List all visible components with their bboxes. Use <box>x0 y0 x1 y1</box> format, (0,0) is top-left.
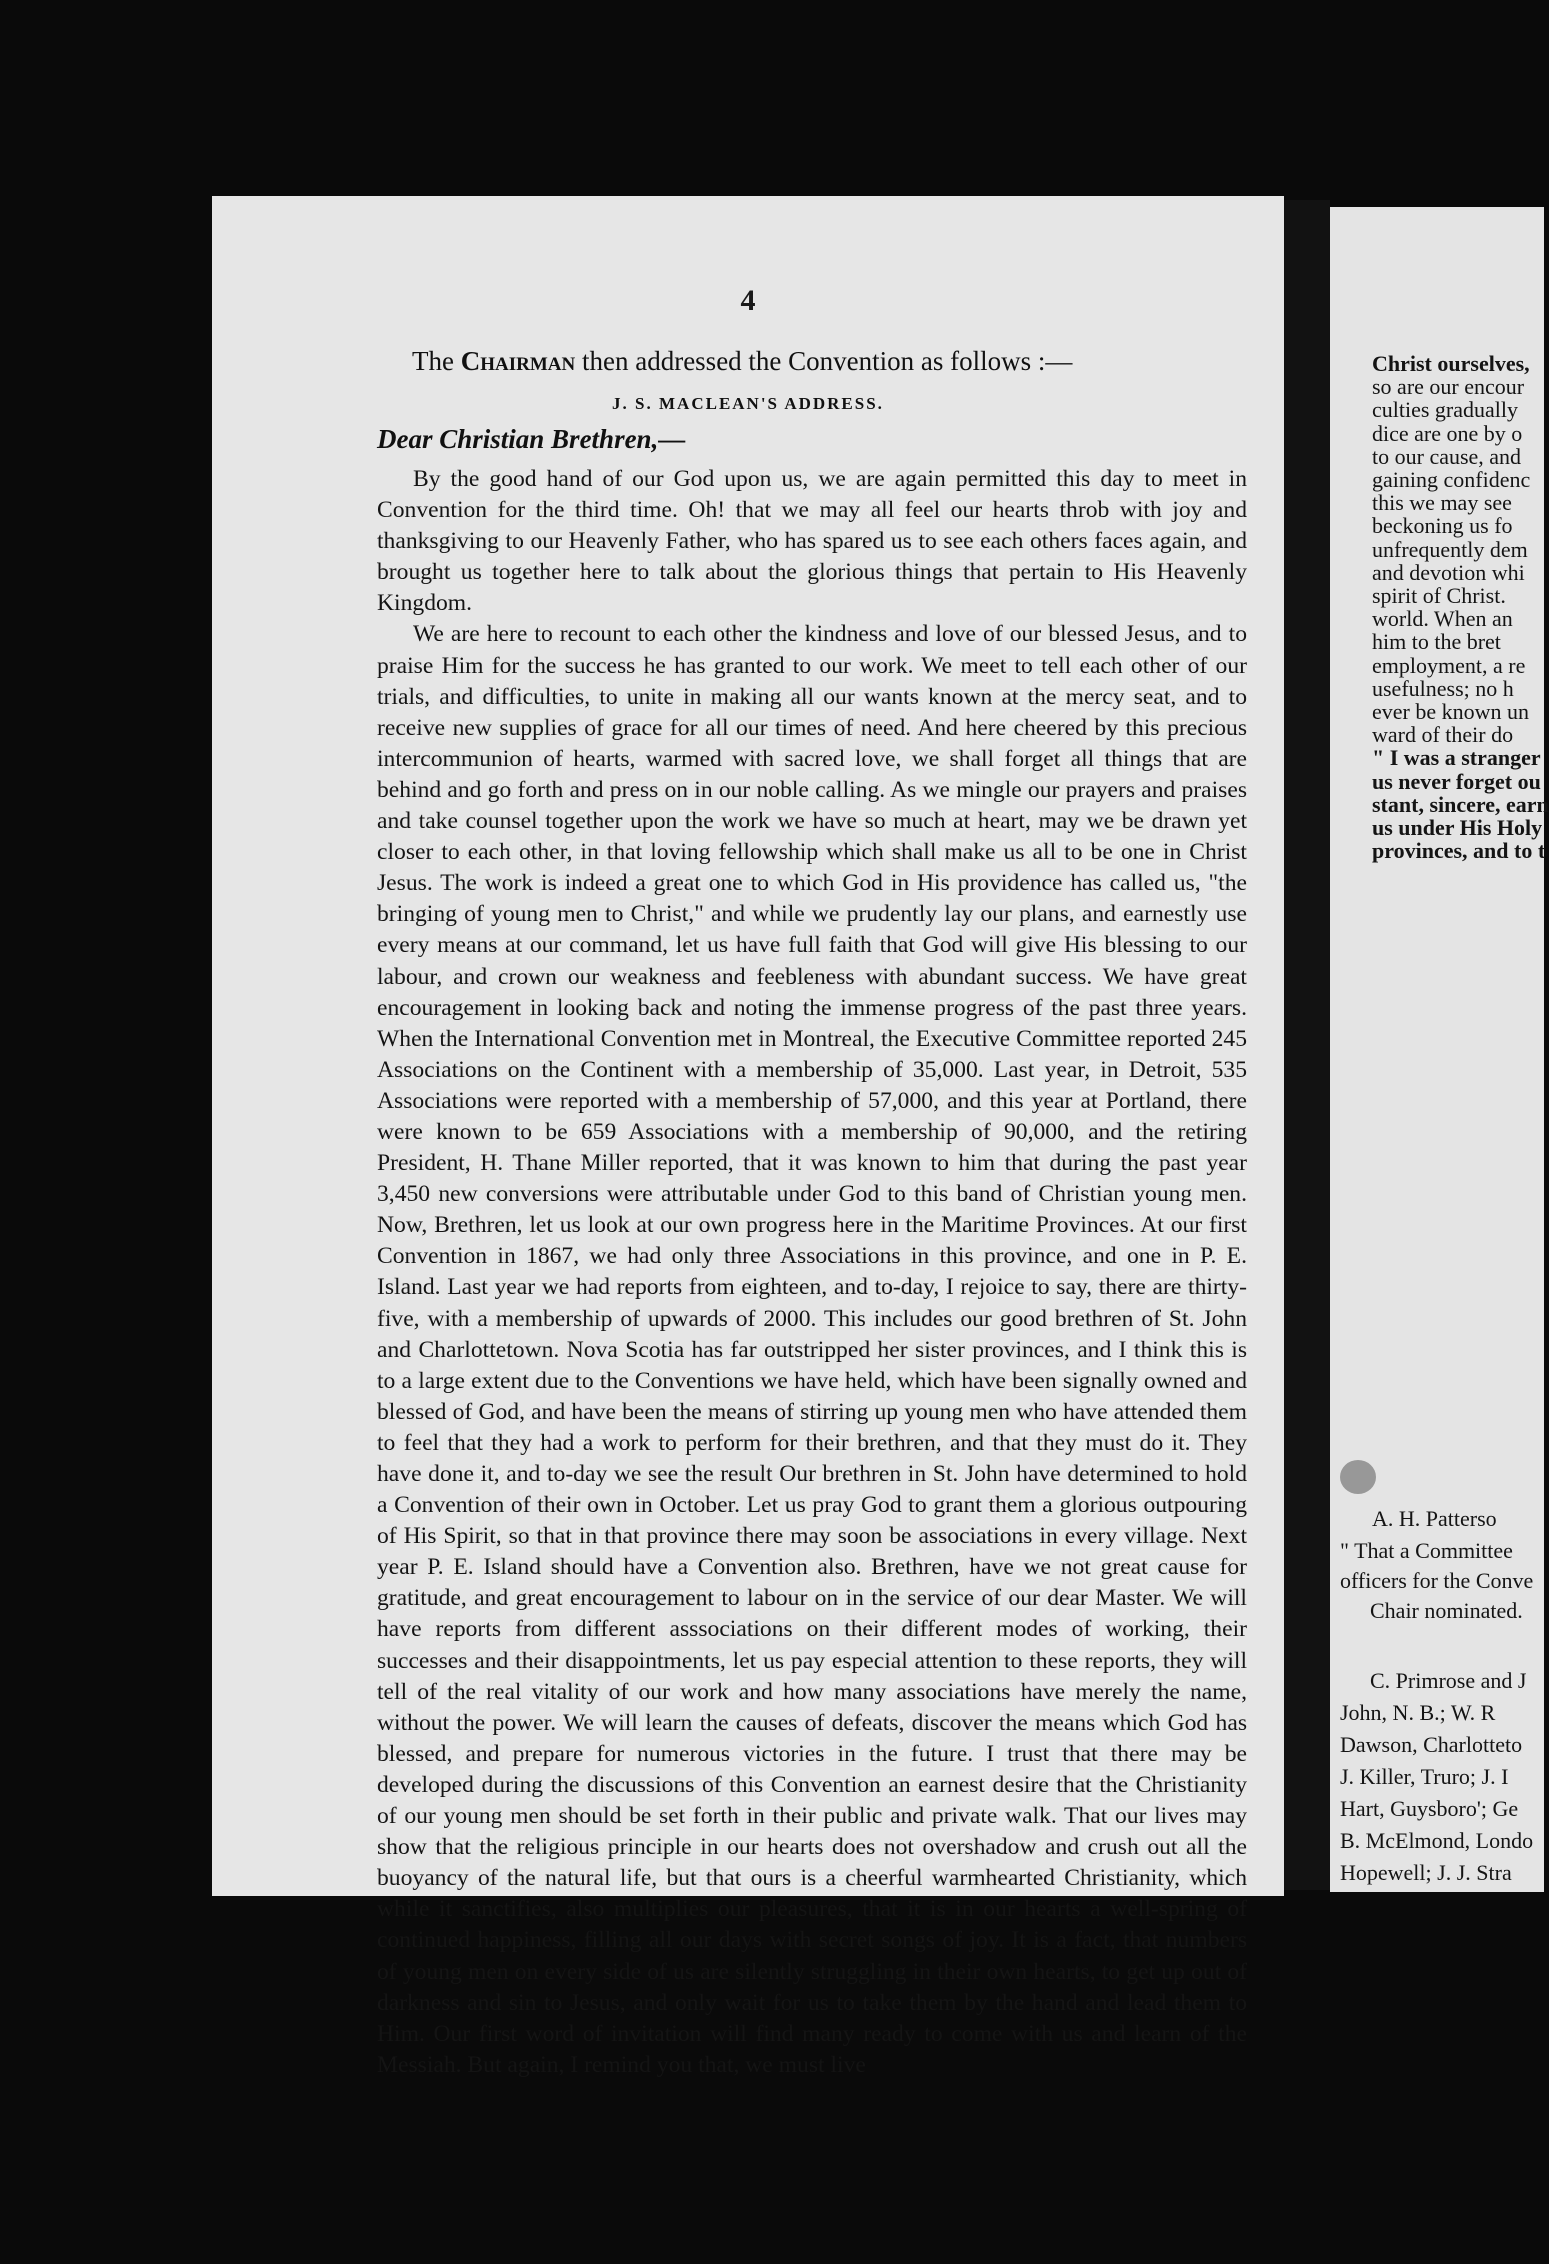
salutation: Dear Christian Brethren,— <box>377 424 686 454</box>
right-page-line: and devotion whi <box>1372 559 1525 585</box>
right-page-line: to our cause, and <box>1372 443 1522 469</box>
right-page-line: ward of their do <box>1372 722 1514 748</box>
ink-smudge <box>1340 1460 1376 1494</box>
address-body <box>377 464 1247 2081</box>
right-page-lower-line: Hopewell; J. J. Stra <box>1340 1860 1512 1885</box>
right-page-line: us never forget ou <box>1372 768 1541 794</box>
paragraph-1: By the good hand of our God upon us, we are again permitted this day to meet in Convention for the third time. Oh! that we may all feel our hearts throb with joy and thanksgiving to our Heavenly Father, who has spared us to see each others faces again, and brought us together here to talk about the glorious things that pertain to His Heavenly Kingdom. <box>377 466 1247 617</box>
right-page-lower-line: Hart, Guysboro'; Ge <box>1340 1796 1519 1821</box>
right-page <box>1330 207 1549 1892</box>
right-page-text <box>1330 207 1549 1892</box>
right-page-lower-line: B. McElmond, Londo <box>1340 1828 1534 1853</box>
address-heading: J. S. MACLEAN'S ADDRESS. <box>612 394 884 413</box>
intro-prefix: The <box>412 346 454 376</box>
right-page-line: provinces, and to t <box>1372 838 1546 864</box>
right-page-line: culties gradually <box>1372 397 1519 423</box>
left-page <box>212 196 1284 2078</box>
right-page-line: us under His Holy <box>1372 815 1543 840</box>
right-page-line: Christ ourselves, <box>1372 351 1530 376</box>
paragraph-2: We are here to recount to each other the kindness and love of our blessed Jesus, and to praise Him for the success he has granted to our work. We meet to tell each other of our trials, and difficulties, to unite in making all our wants known at the mercy seat, and to receive new supplies of grace for all our times of need. And here cheered by this precious intercommunion of hearts, warmed with sacred love, we shall forget all things that are behind and go forth and press on in our noble calling. As we mingle our prayers and praises and take counsel together upon the work we have so much at heart, may we be drawn yet closer to each other, in that loving fellowship which shall make us all to be one in Christ Jesus. The work is indeed a great one to which God in His providence has called us, "the bringing of young men to Christ," and while we prudently lay our plans, and earnestly use every means at our command, let us have full faith that God will give His blessing to our labour, and crown our weakness and feebleness with abundant success. We have great encouragement in looking back and noting the immense progress of the past three years. When the International Convention met in Montreal, the Executive Committee reported 245 Associations on the Continent with a membership of 35,000. Last year, in Detroit, 535 Associations were reported with a membership of 57,000, and this year at Portland, there were known to be 659 Associations with a membership of 90,000, and the retiring President, H. Thane Miller reported, that it was known to him that during the past year 3,450 new conversions were attributable under God to this band of Christian young men. Now, Brethren, let us look at our own progress here in the Maritime Provinces. At our first Convention in 1867, we had only three Associations in this province, and one in P. E. Island. Last year we had reports from eighteen, and to-day, I rejoice to say, there are thirty-five, with a membership of upwards of 2000. This includes our good brethren of St. John and Charlottetown. Nova Scotia has far outstripped her sister provinces, and I think this is to a large extent due to the Conventions we have held, which have been signally owned and blessed of God, and have been the means of stirring up young men who have attended them to feel that they had a work to perform for their brethren, and that they must do it. They have done it, and to-day we see the result Our brethren in St. John have determined to hold a Convention of their own in October. Let us pray God to grant them a glorious outpouring of His Spirit, so that in that province there may soon be associations in every village. Next year P. E. Island should have a Convention also. Brethren, have we not great cause for gratitude, and great encouragement to labour on in the service of our dear Master. We will have reports from different asssociations on their different modes of working, their successes and their disappointments, let us pay especial attention to these reports, they will tell of the real vitality of our work and how many associations have merely the name, without the power. We will learn the causes of defeats, discover the means which God has blessed, and prepare for numerous victories in the future. I trust that there may be developed during the discussions of this Convention an earnest desire that the Christianity of our young men should be set forth in their public and private walk. That our lives may show that the religious principle in our hearts does not overshadow and crush out all the buoyancy of the natural life, but that ours is a cheerful warmhearted Christianity, which while it sanctifies, also multiplies our pleasures, that it is in our hearts a well-spring of continued happiness, filling all our days with secret songs of joy. It is a fact, that numbers of young men on every side of us are silently struggling in their own hearts, to get up out of darkness and sin to Jesus, and only wait for us to take them by the hand and lead them to Him. Our first word of invitation will find many ready to come with us and learn of the Messiah. But again, I remind you that, we must live <box>377 621 1247 2078</box>
intro-suffix: then addressed the Convention as follows :— <box>581 346 1073 376</box>
right-page-lower-line: J. Killer, Truro; J. I <box>1340 1764 1509 1789</box>
right-page-lower-line: " That a Committee <box>1340 1538 1513 1563</box>
right-page-line: so are our encour <box>1372 374 1525 400</box>
right-page-line: him to the bret <box>1372 629 1501 655</box>
intro-chairman: Chairman <box>460 346 576 376</box>
right-page-lower-line: officers for the Conve <box>1340 1568 1534 1593</box>
right-page-line: " I was a stranger <box>1372 745 1541 771</box>
right-page-line: dice are one by o <box>1372 420 1523 446</box>
right-page-line: unfrequently dem <box>1372 536 1528 562</box>
right-page-lower-line: Dawson, Charlotteto <box>1340 1732 1523 1757</box>
right-page-line: world. When an <box>1372 606 1513 632</box>
book-gutter <box>1284 200 1330 1890</box>
right-page-line: employment, a re <box>1372 652 1526 678</box>
right-page-line: gaining confidenc <box>1372 467 1531 492</box>
right-page-lower-line: C. Primrose and J <box>1370 1668 1527 1693</box>
right-page-lower-line: John, N. B.; W. R <box>1340 1700 1496 1725</box>
right-page-lower-line: Chair nominated. <box>1370 1598 1523 1623</box>
right-page-line: usefulness; no h <box>1372 675 1514 701</box>
right-page-lower-line: A. H. Patterso <box>1372 1506 1497 1531</box>
right-page-line: stant, sincere, earn <box>1372 791 1549 817</box>
intro-line <box>412 346 1072 377</box>
page-number: 4 <box>740 284 756 317</box>
right-page-line: this we may see <box>1372 490 1512 516</box>
right-page-line: beckoning us fo <box>1372 513 1513 539</box>
right-page-line: ever be known un <box>1372 699 1530 724</box>
right-page-line: spirit of Christ. <box>1372 583 1506 608</box>
